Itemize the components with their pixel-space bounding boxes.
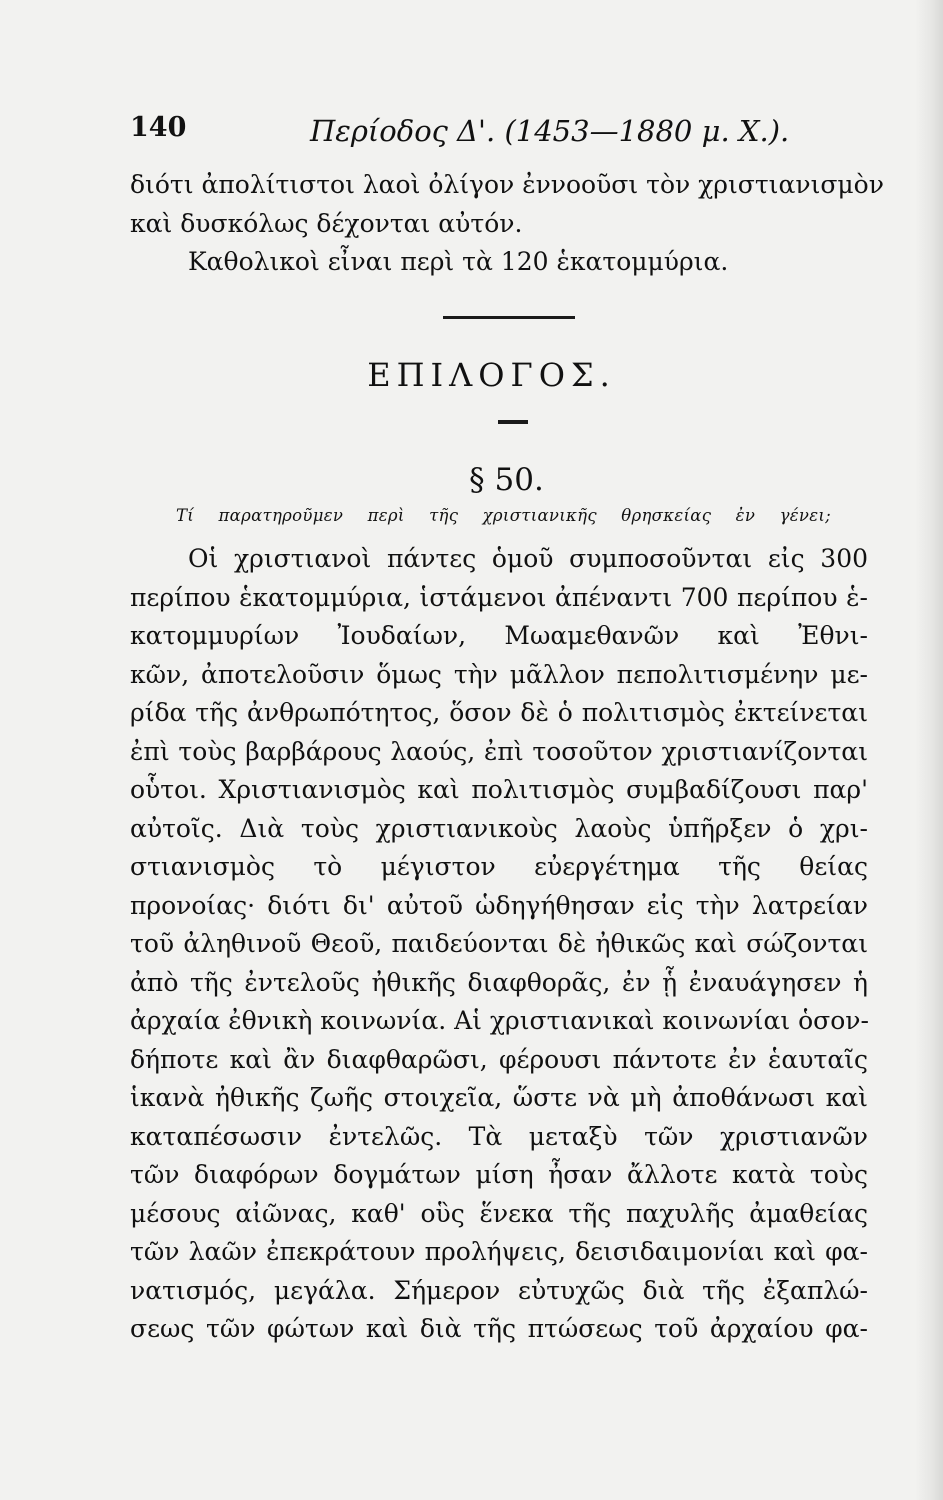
text-line: περίπου ἑκατομμύρια, ἱστάμενοι ἀπέναντι 700 περίπου ἑ-: [130, 582, 868, 612]
text-line: διότι ἀπολίτιστοι λαοὶ ὀλίγον ἐννοοῦσι τὸν χριστιανισμὸν: [130, 170, 884, 199]
text-line: ἀπὸ τῆς ἐντελοῦς ἠθικῆς διαφθορᾶς, ἐν ᾗ ἐναυάγησεν ἡ: [130, 967, 868, 997]
text-line: κατομμυρίων Ἰουδαίων, Μωαμεθανῶν καὶ Ἐθνι-: [130, 621, 868, 650]
text-line: μέσους αἰῶνας, καθ' οὓς ἕνεκα τῆς παχυλῆς ἀμαθείας: [130, 1198, 868, 1228]
text-line: νατισμός, μεγάλα. Σήμερον εὐτυχῶς διὰ τῆς ἐξαπλώ-: [130, 1275, 868, 1305]
text-line: δήποτε καὶ ἂν διαφθαρῶσι, φέρουσι πάντοτε ἐν ἑαυταῖς: [130, 1044, 868, 1074]
text-line: οὗτοι. Χριστιανισμὸς καὶ πολιτισμὸς συμβαδίζουσι παρ': [130, 775, 868, 804]
text-line: αὐτοῖς. Διὰ τοὺς χριστιανικοὺς λαοὺς ὑπῆρξεν ὁ χρι-: [130, 813, 868, 843]
section-divider-rule: [443, 316, 575, 319]
body-paragraph: [130, 540, 868, 1349]
text-line: σεως τῶν φώτων καὶ διὰ τῆς πτώσεως τοῦ ἀρχαίου φα-: [130, 1314, 868, 1343]
page-edge-shadow: [915, 0, 943, 1500]
section-number: § 50.: [469, 462, 544, 498]
page-number: 140: [130, 112, 187, 143]
text-line: ἱκανὰ ἠθικῆς ζωῆς στοιχεῖα, ὥστε νὰ μὴ ἀποθάνωσι καὶ: [130, 1083, 868, 1112]
text-line: τοῦ ἀληθινοῦ Θεοῦ, παιδεύονται δὲ ἠθικῶς καὶ σώζονται: [130, 929, 868, 958]
running-head: Περίοδος Δ'. (1453—1880 μ. Χ.).: [310, 114, 790, 148]
text-line: τῶν λαῶν ἐπεκράτουν προλήψεις, δεισιδαιμονίαι καὶ φα-: [130, 1237, 868, 1266]
text-line: προνοίας· διότι δι' αὐτοῦ ὡδηγήθησαν εἰς τὴν λατρείαν: [130, 890, 868, 920]
chapter-heading: ΕΠΙΛΟΓΟΣ.: [367, 356, 616, 394]
text-line: τῶν διαφόρων δογμάτων μίση ἦσαν ἄλλοτε κατὰ τοὺς: [130, 1160, 868, 1189]
text-line: ρίδα τῆς ἀνθρωπότητος, ὅσον δὲ ὁ πολιτισμὸς ἐκτείνεται: [130, 698, 868, 727]
page-header: [130, 112, 850, 156]
text-line: Καθολικοὶ εἶναι περὶ τὰ 120 ἑκατομμύρια.: [188, 247, 729, 276]
intro-paragraph: [130, 166, 884, 282]
text-line: καὶ δυσκόλως δέχονται αὐτόν.: [130, 208, 523, 238]
text-line: στιανισμὸς τὸ μέγιστον εὐεργέτημα τῆς θείας: [130, 852, 868, 881]
heading-dash: [498, 420, 528, 424]
text-line: Οἱ χριστιανοὶ πάντες ὁμοῦ συμποσοῦνται εἰς 300: [188, 544, 868, 573]
text-line: κῶν, ἀποτελοῦσιν ὅμως τὴν μᾶλλον πεπολιτισμένην με-: [130, 659, 868, 689]
text-line: ἐπὶ τοὺς βαρβάρους λαούς, ἐπὶ τοσοῦτον χριστιανίζονται: [130, 736, 868, 766]
section-question: Τί παρατηροῦμεν περὶ τῆς χριστιανικῆς θρησκείας ἐν γένει;: [176, 506, 831, 525]
text-line: ἀρχαία ἐθνικὴ κοινωνία. Αἱ χριστιανικαὶ κοινωνίαι ὁσον-: [130, 1006, 869, 1035]
text-line: καταπέσωσιν ἐντελῶς. Τὰ μεταξὺ τῶν χριστιανῶν: [130, 1121, 868, 1151]
